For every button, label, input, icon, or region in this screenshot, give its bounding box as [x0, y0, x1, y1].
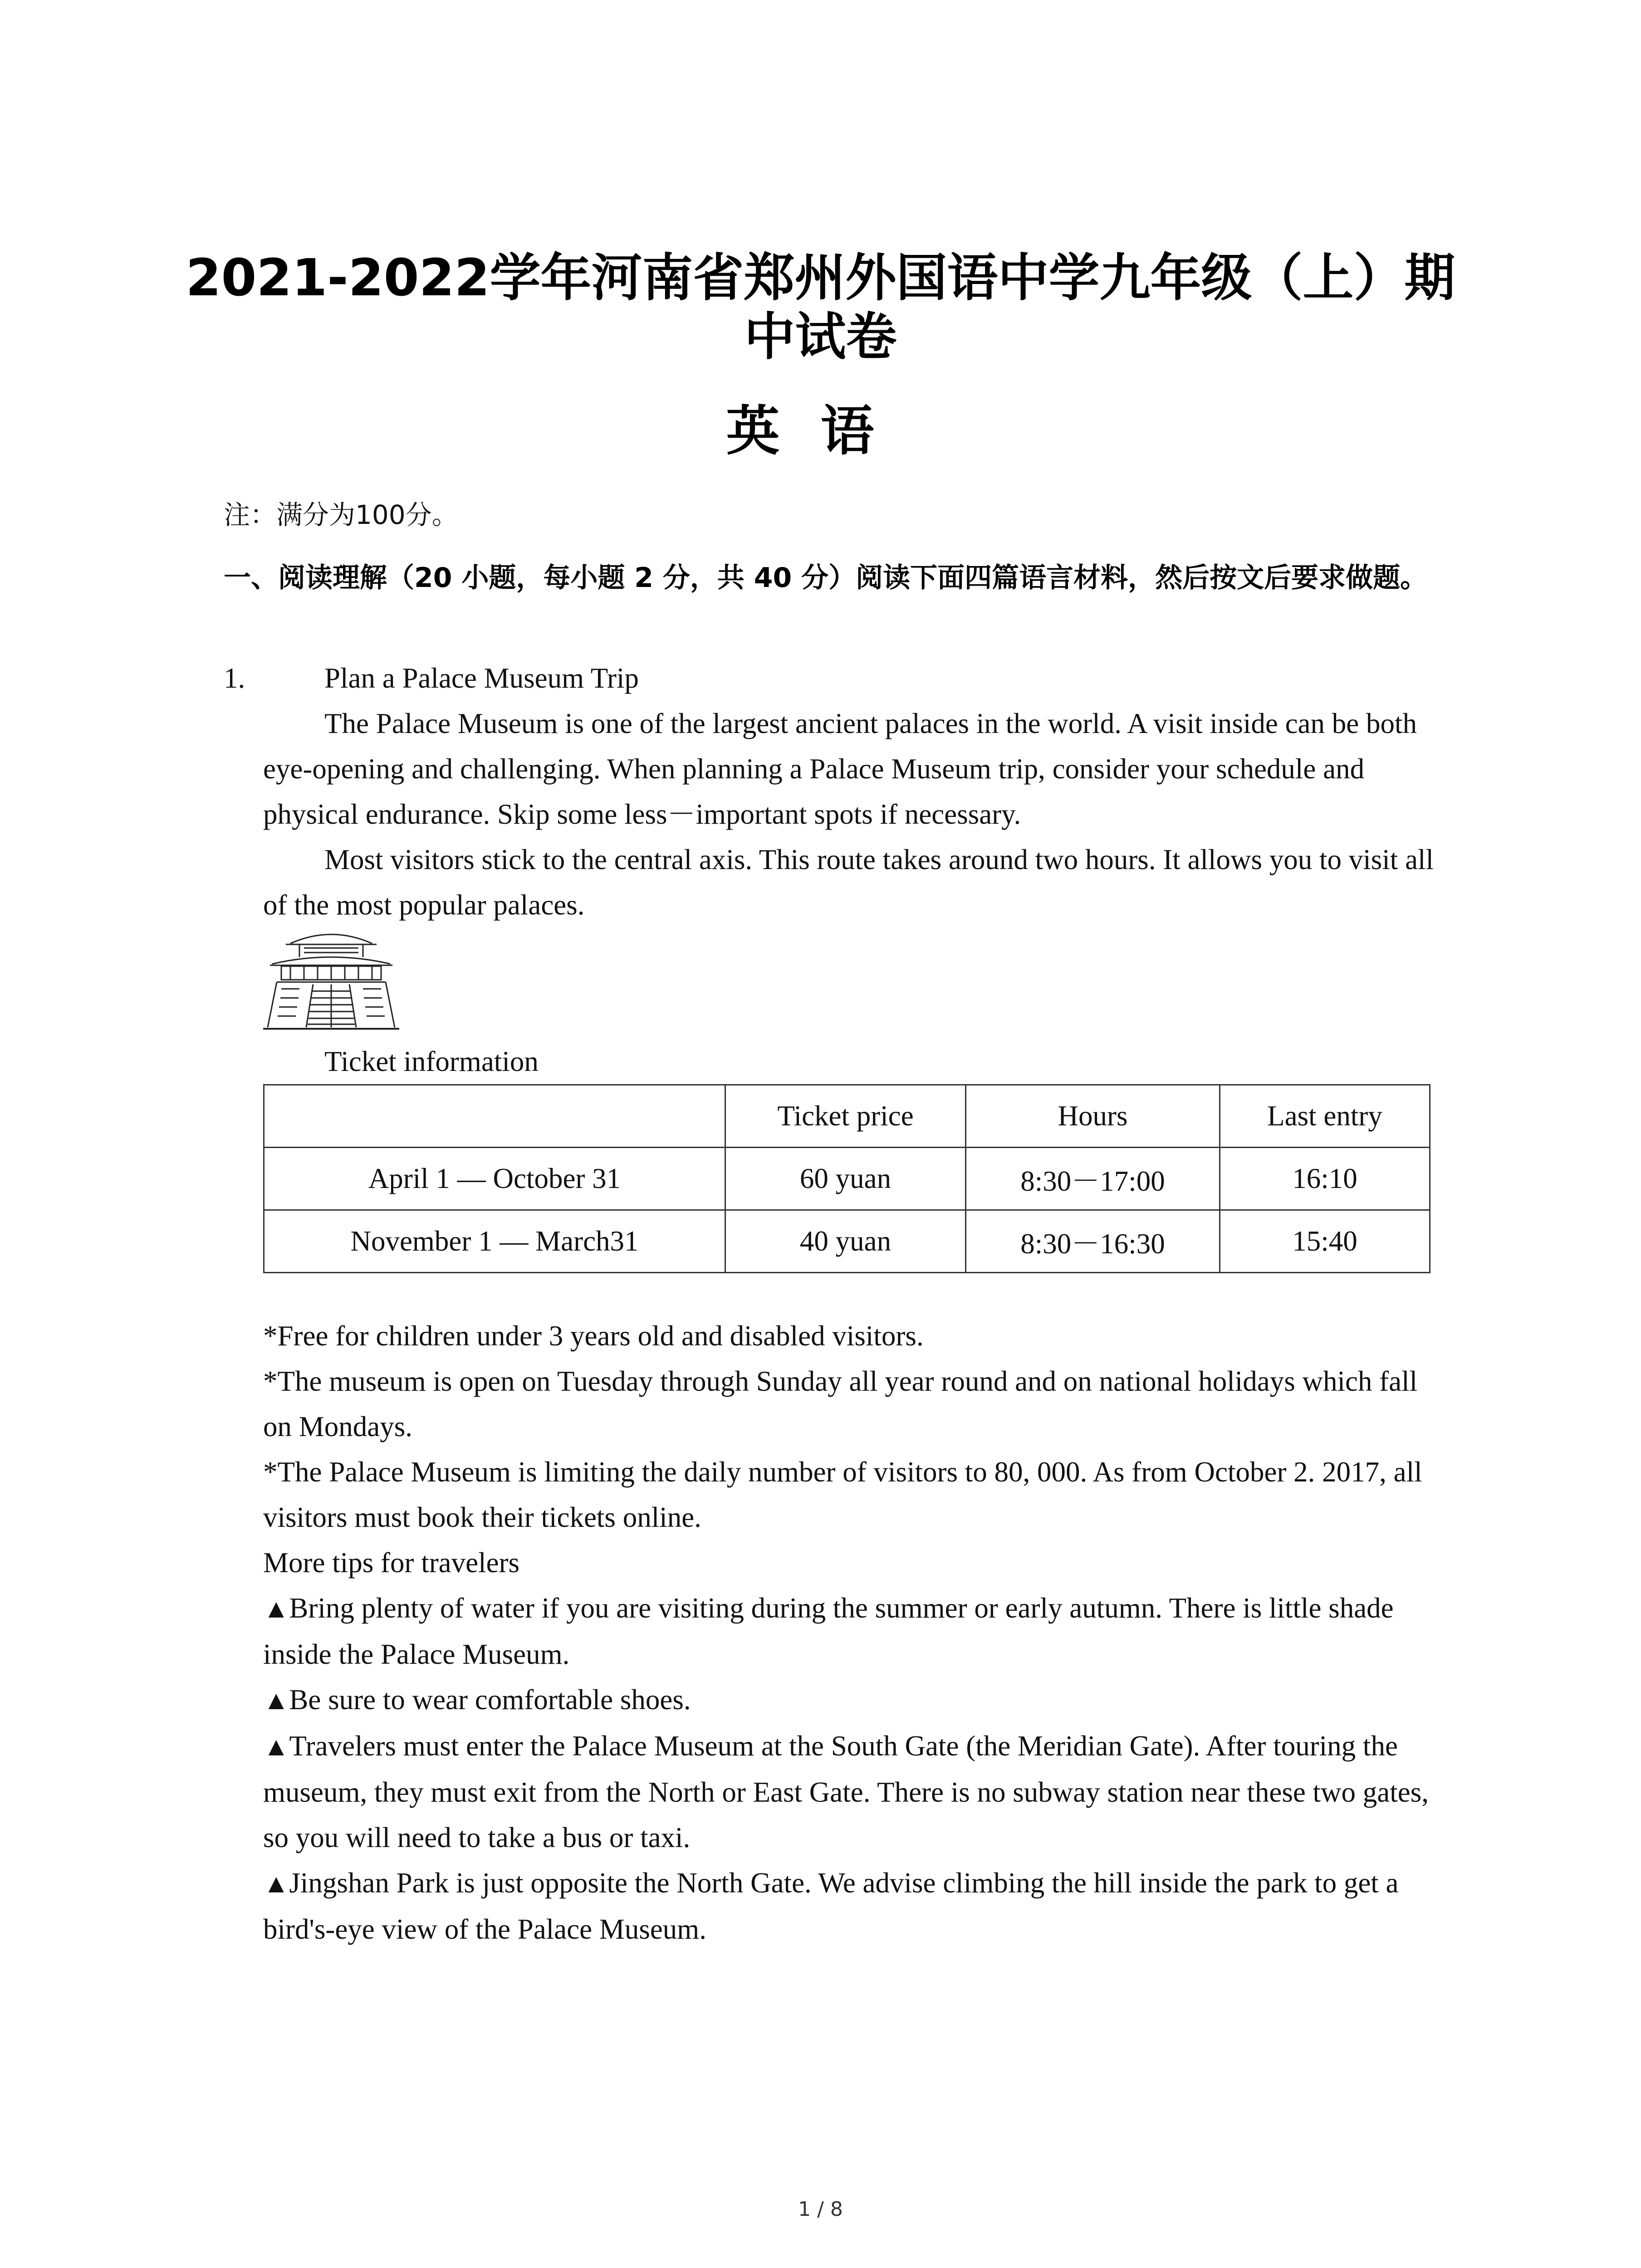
triangle-bullet-icon: ▲ [263, 1686, 289, 1715]
table-header-cell: Hours [966, 1085, 1220, 1148]
tip-item [263, 1677, 1443, 1723]
tip-text: Jingshan Park is just opposite the North Gate. We advise climbing the hill inside the park to get a bird's-eye view of the Palace Museum. [263, 1867, 1399, 1945]
triangle-bullet-icon: ▲ [263, 1869, 289, 1898]
table-row [264, 1210, 1430, 1273]
passage-title: Plan a Palace Museum Trip [324, 662, 639, 694]
tip-text: Travelers must enter the Palace Museum at the South Gate (the Meridian Gate). After touring the museum, they must exit from the North or East Gate. There is no subway station near these two gates, so you will need to take a bus or taxi. [263, 1730, 1429, 1853]
table-header-cell: Last entry [1220, 1085, 1430, 1148]
triangle-bullet-icon: ▲ [263, 1732, 289, 1761]
exam-title-line2: 中试卷 [744, 308, 897, 367]
tip-item [263, 1723, 1443, 1860]
question-number: 1. [224, 662, 245, 694]
tips-heading: More tips for travelers [263, 1547, 520, 1579]
tip-text: Bring plenty of water if you are visiting during the summer or early autumn. There is little shade inside the Palace Museum. [263, 1592, 1394, 1670]
note-item: *Free for children under 3 years old and disabled visitors. [263, 1320, 924, 1352]
table-header-row [264, 1085, 1430, 1148]
table-cell: 8:30－17:00 [966, 1148, 1220, 1210]
note-item: *The Palace Museum is limiting the daily number of visitors to 80, 000. As from October 2. 2017, all visitors must book their tickets online. [263, 1456, 1422, 1533]
table-cell: April 1 — October 31 [264, 1148, 725, 1210]
ticket-info-label: Ticket information [324, 1046, 539, 1077]
triangle-bullet-icon: ▲ [263, 1594, 289, 1623]
table-header-cell [264, 1085, 725, 1148]
table-cell: November 1 — March31 [264, 1210, 725, 1273]
subject-title: 英语 [726, 400, 915, 462]
table-cell: 8:30－16:30 [966, 1210, 1220, 1273]
note-item: *The museum is open on Tuesday through Sunday all year round and on national holidays which fall on Mondays. [263, 1365, 1418, 1442]
ticket-table [263, 1084, 1430, 1273]
section-heading: 一、阅读理解（20 小题，每小题 2 分，共 40 分）阅读下面四篇语言材料，然后按文后要求做题。 [224, 562, 1428, 594]
tip-item [263, 1585, 1443, 1677]
tip-text: Be sure to wear comfortable shoes. [289, 1684, 691, 1716]
score-note: 注：满分为100分。 [224, 499, 458, 530]
table-cell: 16:10 [1220, 1148, 1430, 1210]
page-number: 1 / 8 [798, 2198, 843, 2221]
palace-gate-illustration [263, 925, 399, 1032]
notes-block [263, 1313, 1443, 1952]
table-cell: 60 yuan [725, 1148, 966, 1210]
table-header-cell: Ticket price [725, 1085, 966, 1148]
tip-item [263, 1860, 1443, 1952]
table-cell: 40 yuan [725, 1210, 966, 1273]
passage-paragraph-2: Most visitors stick to the central axis. This route takes around two hours. It allows you to visit all of the most popular palaces. [263, 844, 1434, 921]
passage-paragraph-1: The Palace Museum is one of the largest ancient palaces in the world. A visit inside can be both eye-opening and challenging. When planning a Palace Museum trip, consider your schedule and physical endurance. Skip some less－important spots if necessary. [263, 708, 1417, 830]
table-row [264, 1148, 1430, 1210]
table-cell: 15:40 [1220, 1210, 1430, 1273]
exam-title-line1: 2021-2022学年河南省郑州外国语中学九年级（上）期 [186, 249, 1455, 308]
